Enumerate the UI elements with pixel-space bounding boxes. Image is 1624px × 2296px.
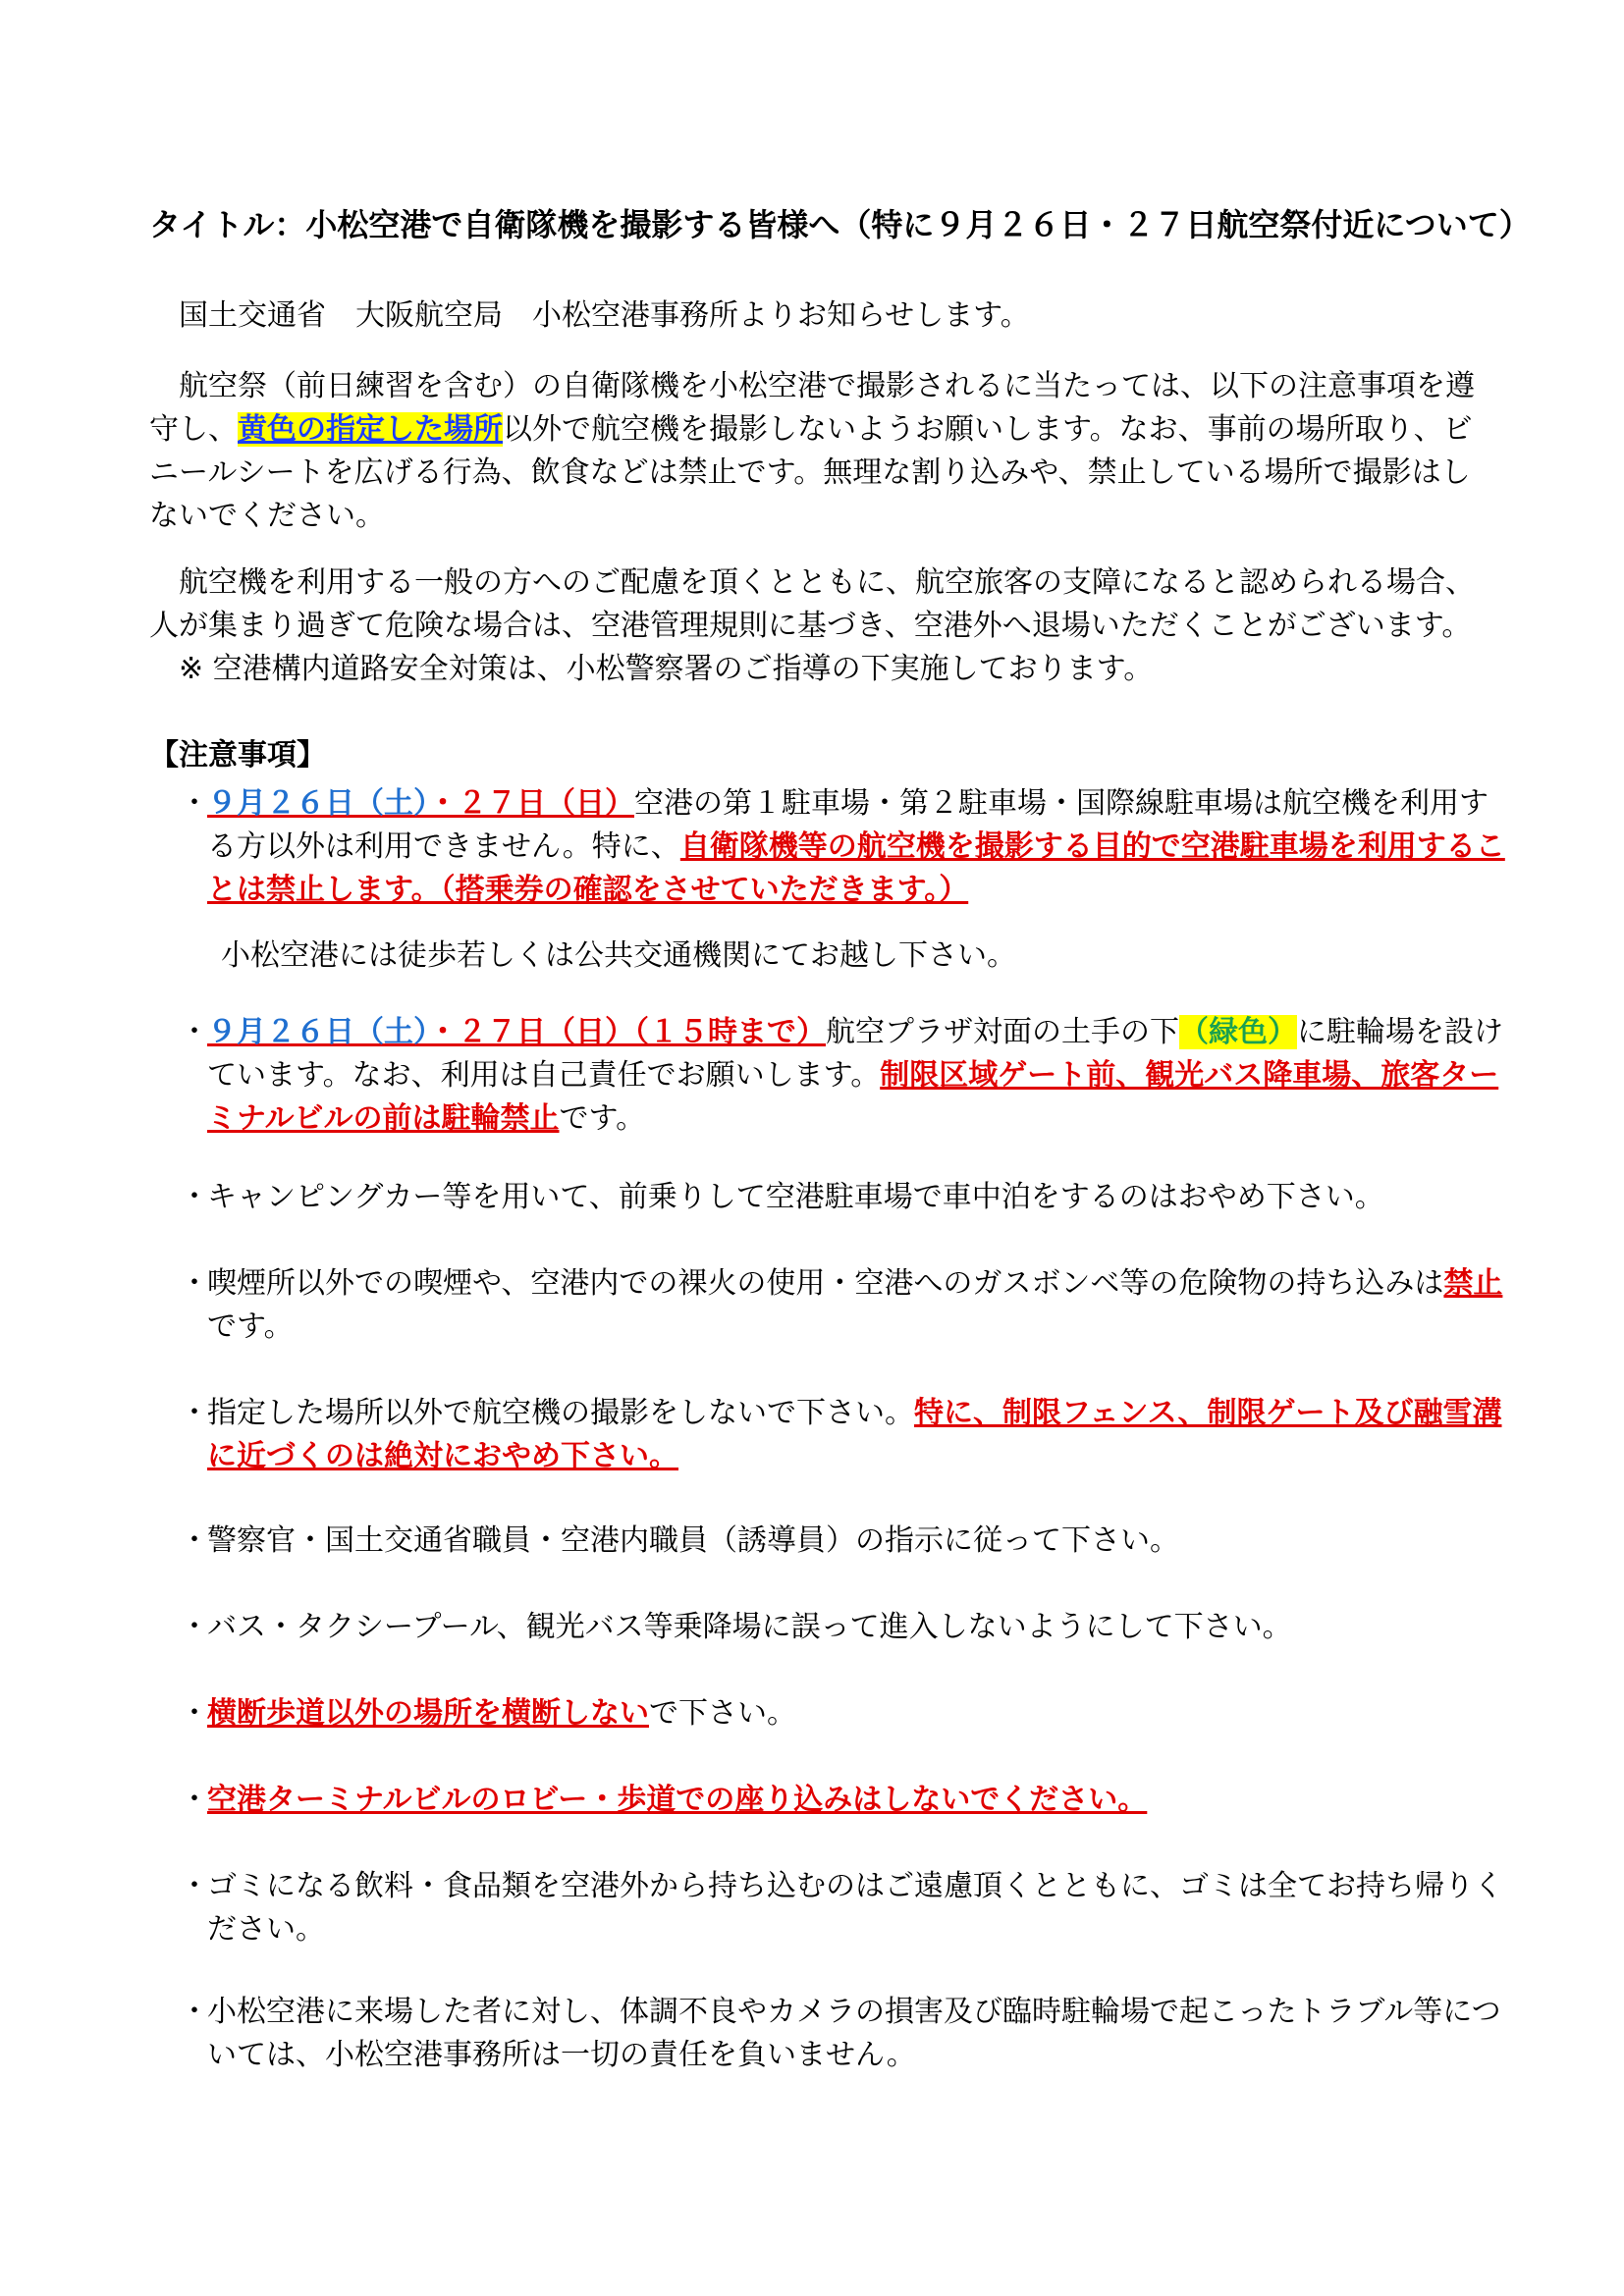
paragraph-2 [149, 561, 1487, 648]
date-separator: ・ [428, 786, 458, 821]
item-1-text: 空港の第１駐車場・第２駐車場・国際線駐車場は航空機を利用する方以外は利用できません。特に、 [207, 786, 1489, 864]
item-5-text: 指定した場所以外で航空機の撮影をしないで下さい。 [207, 1396, 914, 1430]
item-1-warning: 自衛隊機等の航空機を撮影する目的で空港駐車場を利用することは禁止します。（搭乗券の確認をさせていただきます。） [207, 829, 1505, 907]
date-separator: ・ [428, 1015, 458, 1049]
item-4-text-b: です。 [207, 1309, 294, 1344]
item-5-warning: 特に、制限フェンス、制限ゲート及び融雪溝に近づくのは絶対におやめ下さい。 [207, 1396, 1502, 1473]
notes-heading: 【注意事項】 [149, 738, 326, 773]
safety-note: ※ 空港構内道路安全対策は、小松警察署のご指導の下実施しております。 [179, 652, 1154, 686]
green-area-highlight: （緑色） [1179, 1015, 1297, 1049]
paragraph-1-text-b: 以外で航空機を撮影しないようお願いします。なお、事前の場所取り、ビニールシートを広げる行為、飲食などは禁止です。無理な割り込みや、禁止している場所で撮影はしないでください。 [149, 412, 1473, 533]
item-3-text: キャンピングカー等を用いて、前乗りして空港駐車場で車中泊をするのはおやめ下さい。 [207, 1180, 1384, 1214]
item-2-warning: 制限区域ゲート前、観光バス降車場、旅客ターミナルビルの前は駐輪禁止 [207, 1058, 1499, 1136]
list-item [180, 1991, 1513, 2077]
item-10-text: ゴミになる飲料・食品類を空港外から持ち込むのはご遠慮頂くとともに、ゴミは全てお持ち帰りください。 [207, 1869, 1503, 1947]
bullet: ・ [180, 1523, 209, 1558]
intro-text: 国土交通省 大阪航空局 小松空港事務所よりお知らせします。 [179, 298, 1030, 333]
item-9-warning: 空港ターミナルビルのロビー・歩道での座り込みはしないでください。 [207, 1783, 1148, 1817]
bullet: ・ [180, 1396, 209, 1430]
bullet: ・ [180, 1180, 209, 1214]
item-11-text: 小松空港に来場した者に対し、体調不良やカメラの損害及び臨時駐輪場で起こったトラブル等については、小松空港事務所は一切の責任を負いません。 [207, 1995, 1501, 2072]
bullet: ・ [180, 1783, 209, 1817]
list-item [180, 1011, 1513, 1141]
item-2-text-c: です。 [559, 1101, 646, 1136]
item-6-text: 警察官・国土交通省職員・空港内職員（誘導員）の指示に従って下さい。 [207, 1523, 1179, 1558]
item-8-text: で下さい。 [649, 1696, 796, 1731]
item-2-text-b: に駐輪場を設けています。なお、利用は自己責任でお願いします。 [207, 1015, 1503, 1093]
list-item [180, 782, 1513, 912]
list-item [180, 1692, 1513, 1735]
document-title: タイトル：小松空港で自衛隊機を撮影する皆様へ（特に９月２６日・２７日航空祭付近について） [149, 206, 1531, 243]
bullet: ・ [180, 786, 209, 821]
bullet: ・ [180, 1266, 209, 1301]
list-item [180, 1176, 1513, 1219]
date-sep-27: ２７日（日） [458, 786, 634, 821]
item-1-subnote: 小松空港には徒歩若しくは公共交通機関にてお越し下さい。 [221, 938, 1016, 973]
date-sep-26: ９月２６日（土） [207, 1015, 428, 1049]
item-2-text-a: 航空プラザ対面の土手の下 [826, 1015, 1179, 1049]
list-item [180, 1865, 1513, 1951]
yellow-area-highlight: 黄色の指定した場所 [238, 412, 503, 447]
item-8-warning: 横断歩道以外の場所を横断しない [207, 1696, 649, 1731]
date-sep-26: ９月２６日（土） [207, 786, 428, 821]
list-item [180, 1606, 1513, 1649]
list-item [180, 1779, 1513, 1822]
bullet: ・ [180, 1995, 209, 2029]
bullet: ・ [180, 1696, 209, 1731]
item-4-text-a: 喫煙所以外での喫煙や、空港内での裸火の使用・空港へのガスボンベ等の危険物の持ち込みは [207, 1266, 1444, 1301]
list-item [180, 1520, 1513, 1563]
item-4-warning: 禁止 [1443, 1266, 1503, 1301]
bullet: ・ [180, 1610, 209, 1644]
item-7-text: バス・タクシープール、観光バス等乗降場に誤って進入しないようにして下さい。 [207, 1610, 1292, 1644]
bullet: ・ [180, 1015, 209, 1049]
bullet: ・ [180, 1869, 209, 1903]
paragraph-1-text-a: 航空祭（前日練習を含む）の自衛隊機を小松空港で撮影されるに当たっては、以下の注意事項を遵守し、 [149, 369, 1475, 447]
paragraph-1 [149, 365, 1487, 538]
list-item [180, 1262, 1513, 1349]
list-item [180, 1392, 1513, 1478]
date-sep-27-until-15: ２７日（日）（１５時まで） [458, 1015, 826, 1049]
paragraph-2-text: 航空機を利用する一般の方へのご配慮を頂くとともに、航空旅客の支障になると認められる場合、人が集まり過ぎて危険な場合は、空港管理規則に基づき、空港外へ退場いただくことがございます。 [149, 565, 1475, 643]
